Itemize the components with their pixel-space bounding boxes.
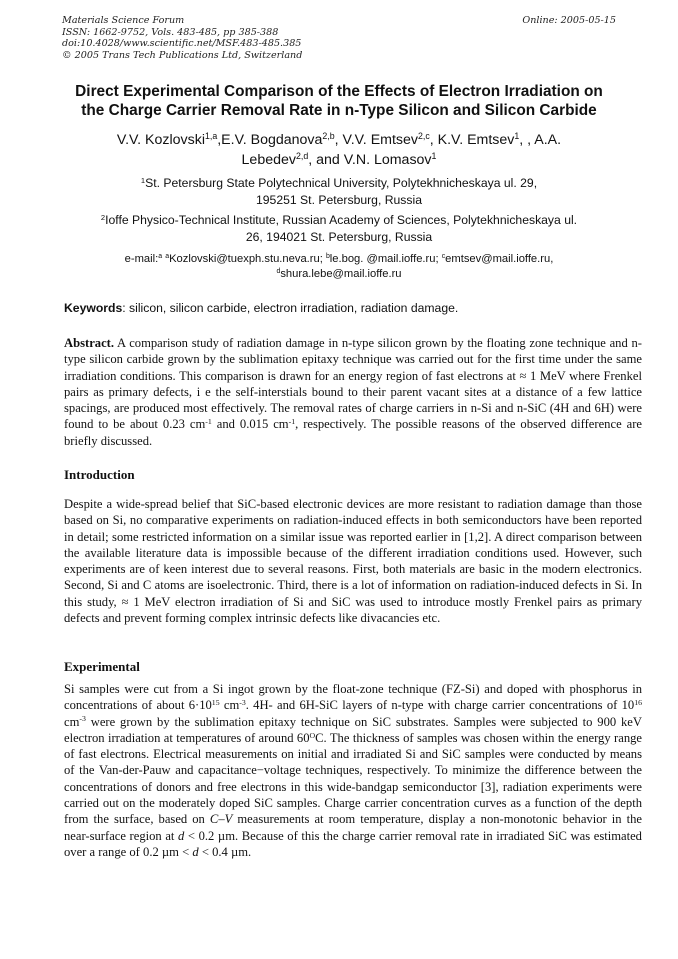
- email-link[interactable]: emtsev@mail.ioffe.ru,: [445, 253, 554, 265]
- keywords-label: Keywords: [64, 301, 123, 315]
- author-superscript: 1,a: [204, 131, 218, 142]
- body-text: cm: [64, 714, 80, 729]
- doi-line[interactable]: doi:10.4028/www.scientific.net/MSF.483-485.385: [62, 38, 302, 50]
- email-superscript: a: [158, 253, 163, 261]
- author-superscript: 1: [514, 131, 520, 142]
- author-superscript: 2,d: [295, 151, 309, 162]
- author-name: K.V. Emtsev: [437, 132, 515, 148]
- affiliation-text: Ioffe Physico-Technical Institute, Russian Academy of Sciences, Polytekhnicheskaya ul.: [105, 213, 578, 227]
- affiliation-text: 195251 St. Petersburg, Russia: [256, 193, 422, 207]
- author-separator: , and: [308, 152, 344, 168]
- author-superscript: 2,b: [322, 131, 335, 142]
- abstract-text: A comparison study of radiation damage in n-type silicon grown by the floating zone technique and n-type silicon carbide grown by the sublimation epitaxy technique was carried out for the first time under the same irradiation conditions. This comparison is drawn for an energy region of fast electrons at ≈ 1 MeV where Frenkel pairs as primary defects, i e the self-interstials bound to their parent vacant sites at a distance of a few lattice spacings, are produced most effectively. The removal rates of charge carriers in n-Si and n-SiC (4H and 6H) were found to be about 0.23 cm: [64, 336, 642, 432]
- affiliation-number: 2: [100, 212, 106, 222]
- superscript: O: [309, 730, 316, 740]
- affiliation-text: St. Petersburg State Polytechnical University, Polytekhnicheskaya ul. 29,: [145, 176, 538, 190]
- introduction-heading: Introduction: [64, 467, 135, 482]
- introduction-paragraph: Despite a wide-spread belief that SiC-based electronic devices are more resistant to radiation damage than those based on Si, no comparative experiments on radiation-induced effects in both semiconductors have been reported in detail; some restricted information on a similar issue was reported earlier in [1,2]. A direct comparison between the available literature data is impossible because of the different irradiation conditions used. However, such experiments are of keen interest due to several reasons. First, both materials are basic in the modern electronics. Second, Si and C atoms are isoelectronic. Third, there is a lot of information on radiation-induced defects in Si. In this study, ≈ 1 MeV electron irradiation of Si and SiC was used to introduce mostly Frenkel pairs as primary defects and prevent forming complex intrinsic defects like divacancies etc.: [64, 497, 642, 626]
- email-superscript: d: [276, 267, 281, 275]
- author-list: V.V. Kozlovski$^{1,a}$,E.V. Bogdanova$^{2,b}$, V.V. Emtsev$^{2,c}$, K.V. Emtsev$^1$, , A.A. Lebedev$^{2,d}$, and V.N. Lomasov$^1$: [116, 131, 562, 168]
- superscript: -1: [288, 417, 296, 427]
- author-name: V.V. Kozlovski: [116, 132, 205, 148]
- author-name: Lebedev: [241, 152, 296, 168]
- email-superscript: c: [441, 253, 446, 261]
- email-superscript: b: [325, 253, 330, 261]
- italic-symbol: d: [178, 828, 185, 843]
- body-text: < 0.4 µm.: [198, 844, 252, 859]
- body-text: –: [218, 812, 225, 827]
- affiliation-2: [40, 212, 638, 246]
- email-block: [40, 252, 638, 281]
- body-text: cm: [219, 698, 240, 713]
- italic-symbol: d: [192, 844, 199, 859]
- title-line-2: the Charge Carrier Removal Rate in n-Type Silicon and Silicon Carbide: [81, 102, 597, 119]
- body-text: were grown by the sublimation epitaxy technique on SiC substrates. Samples were subjected to 900 keV electron irradiation at temperatures of around 60: [64, 714, 642, 745]
- experimental-heading: Experimental: [64, 659, 140, 674]
- email-link[interactable]: le.bog. @mail.ioffe.ru;: [329, 253, 442, 265]
- email-superscript: a: [165, 253, 170, 261]
- author-name: V.N. Lomasov: [343, 152, 432, 168]
- italic-symbol: V: [224, 812, 233, 827]
- author-name: E.V. Bogdanova: [221, 132, 323, 148]
- superscript: 15: [211, 698, 220, 708]
- body-text: . 4H- and 6H-SiC layers of n-type with charge carrier concentrations of 10: [245, 698, 635, 713]
- superscript: -3: [79, 714, 86, 724]
- author-name: V.V. Emtsev: [342, 132, 418, 148]
- body-text: C. The thickness of samples was chosen within the energy range of fast electrons. Electrical measurements on initial and irradiated Si and SiC samples were conducted by means of the Van-der-Pauw and capacitance−voltage techniques, respectively. To minimize the difference between the concentrations of donors and free electrons in this wide-bandgap semiconductor [3], radiation experiments were carried out on the moderately doped SiC samples. Charge carrier concentration curves as a function of the depth from the surface, based on: [64, 730, 642, 827]
- affiliation-text: 26, 194021 St. Petersburg, Russia: [245, 230, 433, 244]
- affiliation-1: [40, 175, 638, 209]
- journal-name: Materials Science Forum: [62, 15, 185, 26]
- email-link[interactable]: shura.lebe@mail.ioffe.ru: [280, 267, 402, 280]
- abstract-text: , respectively. The possible reasons of the observed difference are briefly discussed.: [64, 417, 642, 448]
- keywords-line: [64, 300, 644, 316]
- copyright-line: © 2005 Trans Tech Publications Ltd, Switzerland: [62, 49, 303, 61]
- author-superscript: 1: [431, 151, 437, 162]
- body-text: Si samples were cut from a Si ingot grown by the float-zone technique (FZ-Si) and doped with phosphorus in concentrations of about 6·10: [64, 682, 642, 713]
- abstract-label: Abstract.: [64, 336, 115, 350]
- journal-header: [62, 15, 616, 61]
- affiliation-number: 1: [140, 175, 146, 185]
- author-superscript: 2,c: [418, 131, 430, 142]
- superscript: 16: [634, 698, 642, 708]
- experimental-paragraph: [64, 681, 642, 860]
- issn-line: ISSN: 1662-9752, Vols. 483-485, pp 385-388: [62, 26, 279, 38]
- keywords-text: : silicon, silicon carbide, electron irradiation, radiation damage.: [122, 301, 459, 315]
- email-link[interactable]: Kozlovski@tuexph.stu.neva.ru;: [169, 253, 326, 265]
- body-text: < 0.2 µm. Because of this the charge carrier removal rate in irradiated SiC was estimated over a range of 0.2 µm <: [64, 828, 642, 859]
- author-separator: , , A.A.: [519, 132, 562, 148]
- superscript: -1: [205, 417, 212, 427]
- italic-symbol: C: [209, 812, 219, 827]
- title-line-1: Direct Experimental Comparison of the Effects of Electron Irradiation on: [75, 83, 603, 100]
- body-text: measurements at room temperature, display a non-monotonic behavior in the near-surface region at: [64, 812, 642, 843]
- abstract-text: and 0.015 cm: [211, 417, 289, 432]
- paper-title: [40, 82, 638, 120]
- online-date: Online: 2005-05-15: [522, 15, 616, 26]
- abstract-paragraph: [64, 335, 642, 449]
- email-label: e-mail:: [124, 253, 159, 265]
- superscript: -3: [239, 698, 246, 708]
